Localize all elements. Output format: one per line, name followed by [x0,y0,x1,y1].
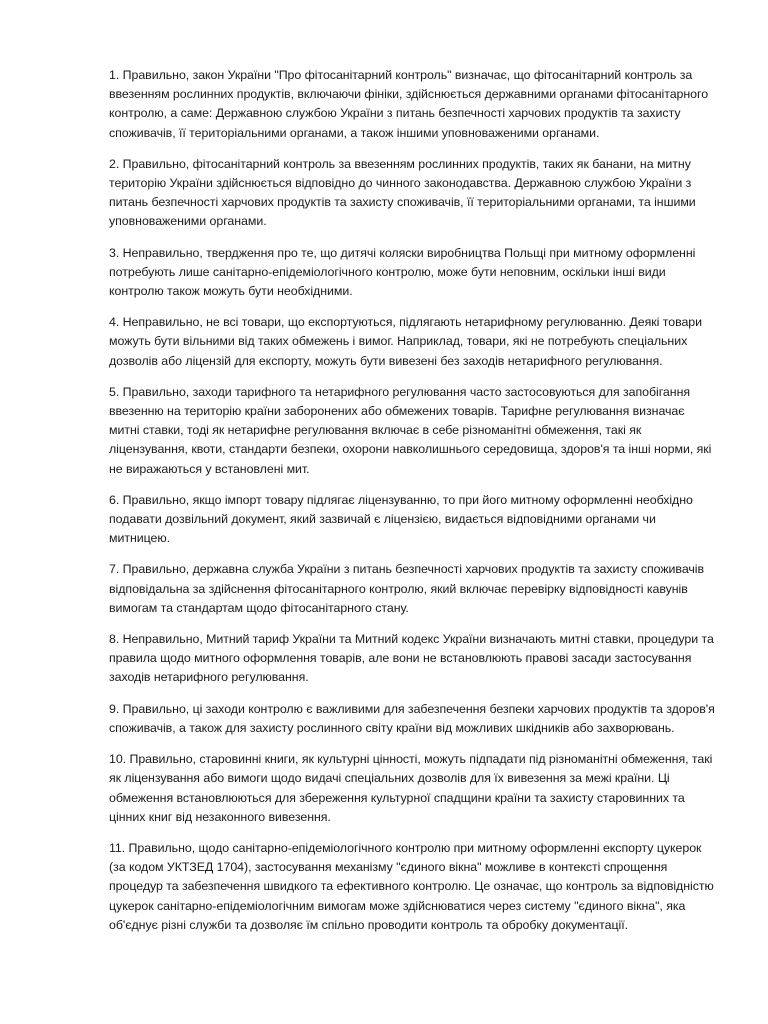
paragraph-5: 5. Правильно, заходи тарифного та нетарифного регулювання часто застосовуються для запобігання ввезенню на територію країни заборонених або обмежених товарів. Тарифне регулювання визначає митні ставки, тоді як нетарифне регулювання включає в себе різноманітні обмеження, такі як ліцензування, квоти, стандарти безпеки, охорони навколишнього середовища, здоров'я та інші норми, які не виражаються у встановлені мит. [109,384,712,476]
paragraph-9: 9. Правильно, ці заходи контролю є важливими для забезпечення безпеки харчових продуктів та здоров'я споживачів, а також для захисту рослинного світу країни від можливих шкідників або захворювань. [109,701,715,735]
paragraph-6: 6. Правильно, якщо імпорт товару підлягає ліцензуванню, то при його митному оформленні необхідно подавати дозвільний документ, який зазвичай є ліцензією, видається відповідними органами чи митницею. [109,492,693,546]
paragraph-11: 11. Правильно, щодо санітарно-епідеміологічного контролю при митному оформленні експорту цукерок (за кодом УКТЗЕД 1704), застосування механізму "єдиного вікна" можливе в контексті спрощення процедур та забезпечення швидкого та ефективного контролю. Це означає, що контроль за відповідністю цукерок санітарно-епідеміологічним вимогам може здійснюватися через систему "єдиного вікна", яка об'єднує різні служби та дозволяє їм спільно проводити контроль та обробку документації. [109,840,714,932]
paragraph-2: 2. Правильно, фітосанітарний контроль за ввезенням рослинних продуктів, таких як банани, на митну територію України здійснюється відповідно до чинного законодавства. Державною службою України з питань безпечності харчових продуктів та захисту споживачів, її територіальними органами, та іншими уповноваженими органами. [109,156,696,229]
paragraph-3: 3. Неправильно, твердження про те, що дитячі коляски виробництва Польщі при митному оформленні потребують лише санітарно-епідеміологічного контролю, може бути неповним, оскільки інші види контролю також можуть бути необхідними. [109,245,696,299]
paragraph-8: 8. Неправильно, Митний тариф України та Митний кодекс України визначають митні ставки, процедури та правила щодо митного оформлення товарів, але вони не встановлюють правові засади застосування заходів нетарифного регулювання. [109,632,714,685]
paragraph-4: 4. Неправильно, не всі товари, що експортуються, підлягають нетарифному регулюванню. Деякі товари можуть бути вільними від таких обмежень і вимог. Наприклад, товари, які не потребують спеціальних дозволів або ліцензій для експорту, можуть бути вивезені без заходів нетарифного регулювання. [109,315,703,368]
paragraph-7: 7. Правильно, державна служба України з питань безпечності харчових продуктів та захисту споживачів відповідальна за здійснення фітосанітарного контролю, який включає перевірку відповідності кавунів вимогам та стандартам щодо фітосанітарного стану. [109,562,705,615]
document-body [109,66,715,947]
paragraph-10: 10. Правильно, старовинні книги, як культурні цінності, можуть підпадати під різноманітні обмеження, такі як ліцензування або вимоги щодо видачі спеціальних дозволів для їх вивезення за межі країни. Ці обмеження встановлюються для збереження культурної спадщини країни та захисту старовинних та цінних книг від незаконного вивезення. [109,752,713,824]
paragraph-1: 1. Правильно, закон України "Про фітосанітарний контроль" визначає, що фітосанітарний контроль за ввезенням рослинних продуктів, включаючи фініки, здійснюється державними органами фітосанітарного контролю, а саме: Державною службою України з питань безпечності харчових продуктів та захисту споживачів, її територіальними органами, а також іншими уповноваженими органами. [109,68,709,140]
